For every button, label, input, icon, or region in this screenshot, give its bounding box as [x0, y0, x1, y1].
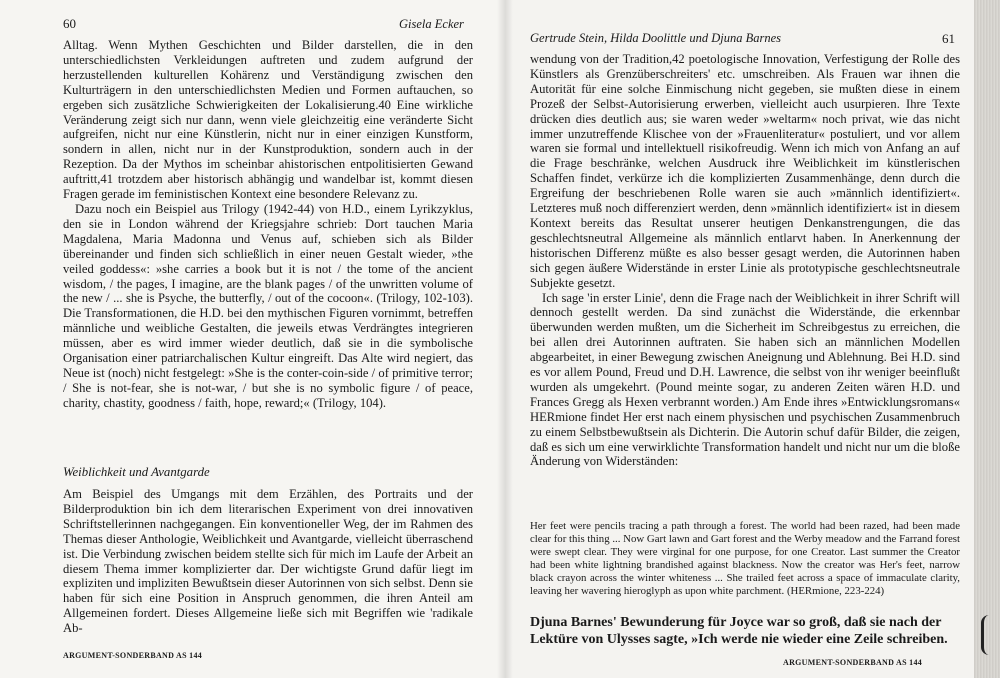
paragraph: Ich sage 'in erster Linie', denn die Frage nach der Weiblichkeit in ihrer Schrift will dennoch gestellt werden. Da sind zunächst die Widerstände, die erkennbar überwunden werden mußten, um die Sicherheit im Schreibgestus zu erreichen, die bei allen drei Autorinnen auftraten. Sie haben sich an männlichen Modellen abgearbeitet, in einer Bewegung zwischen Aneignung und Ablehnung. Bei H.D. sind es vor allem Pound, Freud und D.H. Lawrence, die selbst von ihr weniger beeinflußt wurden als umgekehrt. (Pound meinte sogar, zu anderen Zeiten wären H.D. und Frances Gregg als Hexen verbrannt worden.) Am Ende ihres »Entwicklungsromans« HERmione findet Her erst nach einem physischen und psychischen Zusammenbruch zu einem Selbstbewußtsein als Dichterin. Die Autorin schuf dafür Bilder, die zeigen, daß es sich um eine verwirklichte Transformation handelt und nicht nur um die bloße Änderung von Widerständen: [530, 290, 960, 469]
page-edge [974, 0, 1000, 678]
section-heading: Weiblichkeit und Avantgarde [63, 465, 210, 479]
left-footer: ARGUMENT-SONDERBAND AS 144 [63, 651, 203, 660]
paragraph: wendung von der Tradition,42 poetologische Innovation, Verfestigung der Rolle des Künstlers als Grenzüberschreiters' etc. umschreiben. Als Frauen war ihnen die Autorität für eine solche Einmischung nicht gegeben, sie mußten diese in einem Prozeß der Selbst-Autorisierung erwerben, vielleicht auch usurpieren. Ihre Texte drücken dies deutlich aus; sie waren weder »weltarm« noch privat, wie das nicht immer unzutreffende Klischee von der »Frauenliteratur« postuliert, und vor allem waren sie formal und intellektuell risikofreudig. Wenn ich mich von Anfang an auf die Frage beschränke, welchen Ausdruck ihre Weiblichkeit im künstlerischen Schaffen findet, verkürze ich die komplizierten Zusammenhänge, denn durch die Ergreifung der beschriebenen Rolle waren sie auch »männlich identifiziert«. Letzteres muß noch differenziert werden, denn »männlich identifiziert« ist in diesem Kontext bereits das Resultat unserer heutigen Denkanstrengungen, die das geschlechtsneutral Allgemeine als männlich entlarvt haben. In Anerkennung der historischen Differenz müßte es also besser gesagt werden, die Autorinnen haben sich gegen äußere Widerstände in erster Linie als prototypische geschlechtsneutrale Subjekte gesetzt. [530, 52, 960, 290]
section-body-text [63, 487, 473, 636]
right-page [505, 0, 1000, 678]
closing-sentence: Djuna Barnes' Bewunderung für Joyce war so groß, daß sie nach der Lektüre von Ulysses sagte, »Ich werde nie wieder eine Zeile schreiben. [530, 615, 948, 647]
left-running-head: Gisela Ecker [399, 17, 464, 31]
right-footer: ARGUMENT-SONDERBAND AS 144 [783, 658, 923, 667]
book-gutter [497, 0, 513, 678]
left-body-text [63, 38, 473, 411]
paragraph: Alltag. Wenn Mythen Geschichten und Bilder darstellen, die in den unterschiedlichsten Verkleidungen auftreten und zudem aufgrund der herzustellenden kulturellen Kohärenz und Verständigung zwischen den Kulturträgern in den unterschiedlichsten Medien und Formen auftauchen, so ergeben sich zusätzliche Schwierigkeiten der Lokalisierung.40 Eine wirkliche Veränderung zeigt sich nur dann, wenn viele gleichzeitig eine veränderte Sicht aufgreifen, nicht nur eine Künstlerin, nicht nur in einer einzigen Kunstform, sondern in allen, nicht nur in der Kunstproduktion, sondern auch in der Rezeption. Da der Mythos im scheinbar ahistorischen entpolitisierten Gewand auftritt,41 trotzdem aber historisch abhängig und wandelbar ist, kommt diesen Fragen gerade im feministischen Kontext eine besondere Relevanz zu. [63, 38, 473, 202]
right-running-head: Gertrude Stein, Hilda Doolittle und Djuna Barnes [530, 31, 782, 45]
paragraph: Dazu noch ein Beispiel aus Trilogy (1942-44) von H.D., einem Lyrikzyklus, den sie in London während der Kriegsjahre schrieb: Dort tauchen Maria Magdalena, Maria Madonna und Venus auf, schieben sich als Bilder übereinander und finden sich schließlich in einer neuen Gestalt wieder, »the veiled goddess«: »she carries a book but it is not / the tome of the ancient wisdom, / the pages, I imagine, are the blank pages / of the unwritten volume of the new / ... she is Psyche, the butterfly, / out of the cocoon«. (Trilogy, 102-103). Die Transformationen, die H.D. bei den mythischen Figuren vornimmt, betreffen männliche und weibliche Gestalten, die jeweils etwas Verdrängtes integrieren müssen, aber es wird immer wieder deutlich, daß sie in die symbolische Organisation einer patriarchalischen Kultur eingreift. Das Alte wird negiert, das Neue ist (noch) nicht festgelegt: »She is the conter-coin-side / of primitive terror; / She is not-fear, she is not-war, / but she is no symbolic figure / of peace, charity, chastity, goodness / faith, hope, reward;« (Trilogy, 104). [63, 201, 473, 410]
block-quote: Her feet were pencils tracing a path through a forest. The world had been razed, had been made clear for this thing ... Now Gart lawn and Gart forest and the Werby meadow and the Farrand forest were swept clear. They were virginal for one purpose, for one Creator. Last summer the Creator had been white lightning brandished against blackness. Now the creator was Her's feet, narrow black crayon across the winter whiteness ... She trailed feet across a space of immaculate clarity, leaving her wavering hieroglyph as upon white parchment. (HERmione, 223-224) [530, 520, 960, 597]
right-body-text [530, 52, 960, 469]
paragraph: Am Beispiel des Umgangs mit dem Erzählen, des Portraits und der Bilderproduktion bin ich dem literarischen Experiment von drei innovativen Schriftstellerinnen nachgegangen. Ein konventioneller Weg, der im Rahmen des Themas dieser Anthologie, Weiblichkeit und Avantgarde, vielleicht überraschend ist. Die Verbindung zwischen beidem stellte sich für mich im Laufe der Arbeit an diesem Thema immer komplizierter dar. Der wichtigste Grund dafür liegt im expliziten und impliziten Bewußtsein dieser Autorinnen von sich selbst. Denn sie haben für sich eine Position in Anspruch genommen, die ihren Anteil am Allgemeinen fordert. Dieses Allgemeine ließe sich mit Begriffen wie 'radikale Ab- [63, 487, 473, 636]
edge-mark [981, 615, 994, 655]
right-page-number: 61 [942, 31, 955, 46]
left-page-number: 60 [63, 16, 76, 31]
